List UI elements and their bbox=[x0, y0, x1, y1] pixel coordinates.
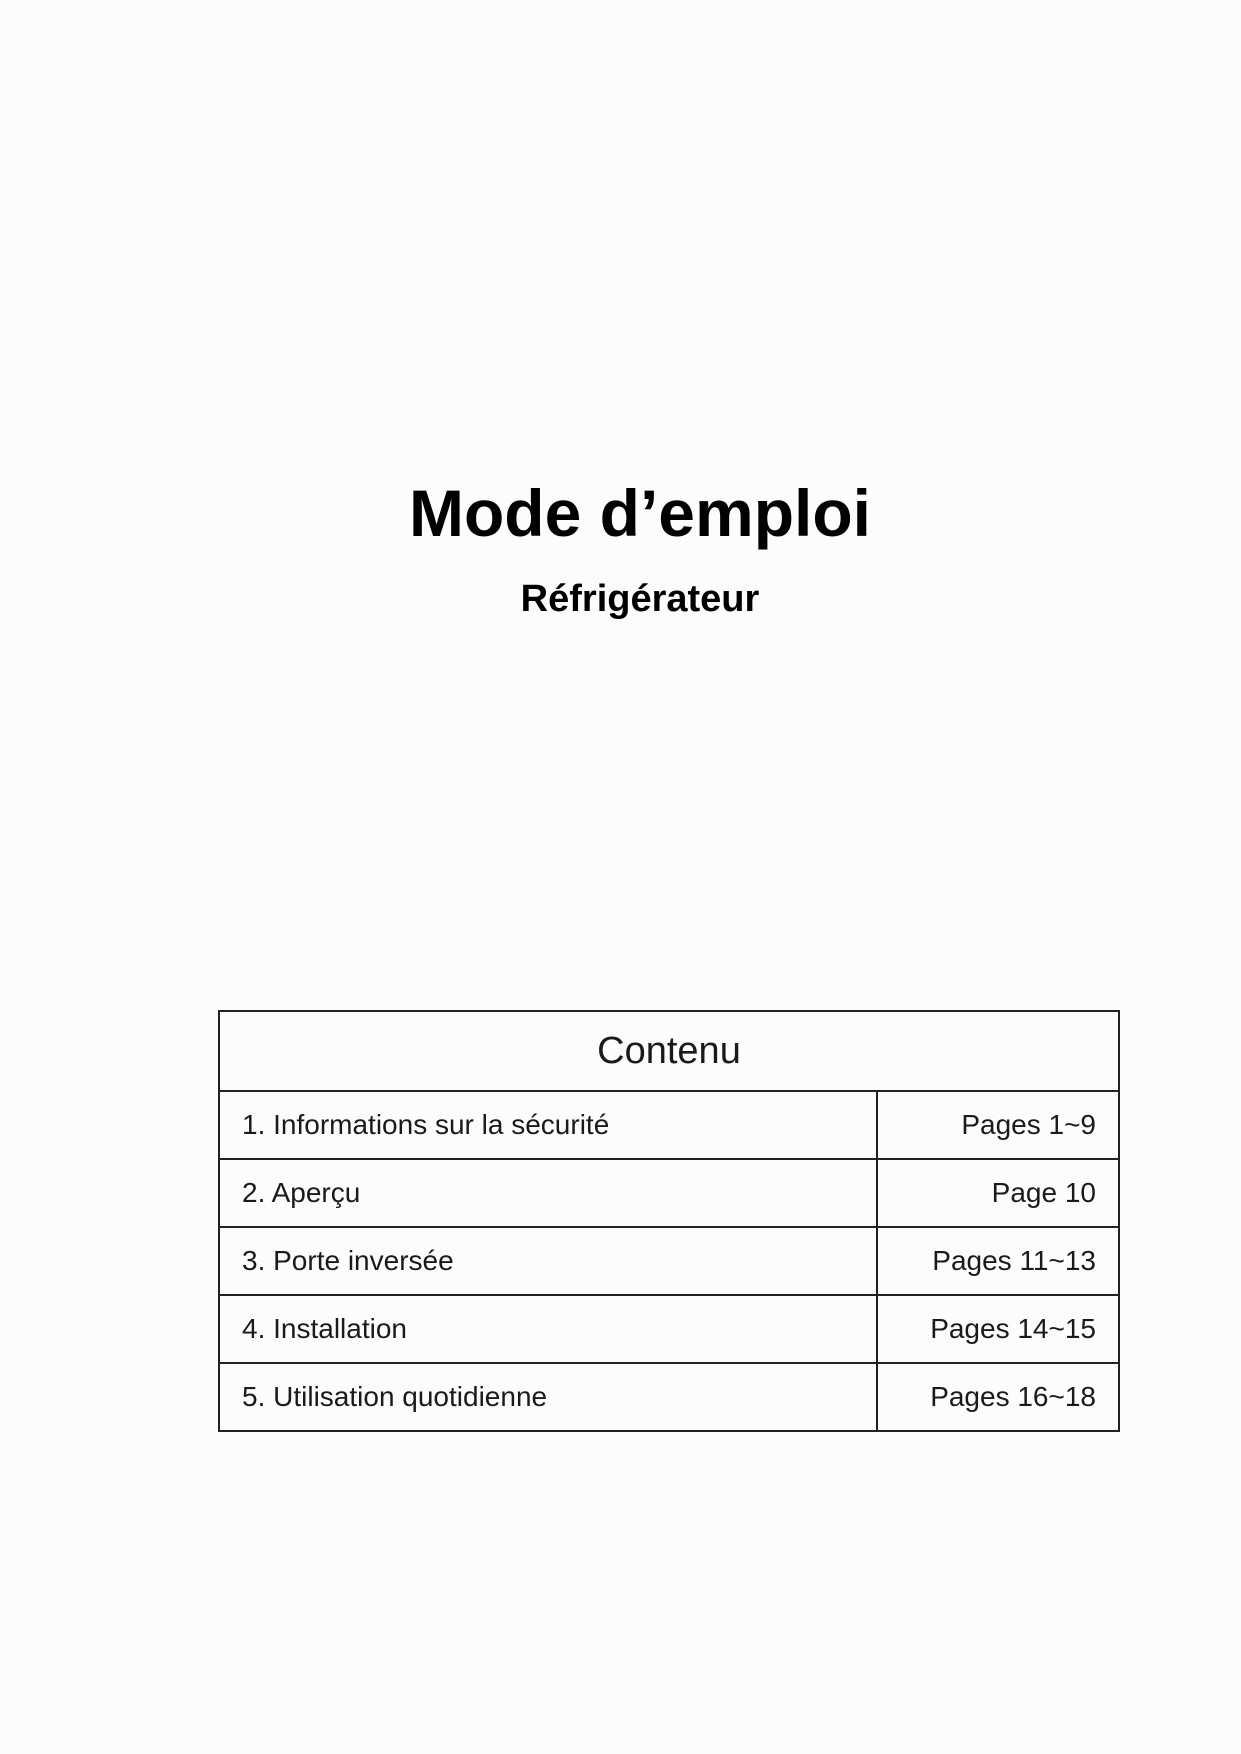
toc-section-title: 5. Utilisation quotidienne bbox=[219, 1363, 877, 1431]
toc-row bbox=[219, 1159, 1119, 1227]
toc-section-title: 2. Aperçu bbox=[219, 1159, 877, 1227]
toc-section-title: 1. Informations sur la sécurité bbox=[219, 1091, 877, 1159]
toc-section-title: 4. Installation bbox=[219, 1295, 877, 1363]
toc-row bbox=[219, 1091, 1119, 1159]
toc-page-range: Pages 14~15 bbox=[877, 1295, 1119, 1363]
document-subtitle: Réfrigérateur bbox=[520, 578, 760, 620]
toc-heading: Contenu bbox=[219, 1011, 1119, 1091]
toc-section-title: 3. Porte inversée bbox=[219, 1227, 877, 1295]
toc-row bbox=[219, 1227, 1119, 1295]
toc-page-range: Pages 16~18 bbox=[877, 1363, 1119, 1431]
toc-header-row bbox=[219, 1011, 1119, 1091]
toc-row bbox=[219, 1363, 1119, 1431]
toc-row bbox=[219, 1295, 1119, 1363]
toc-page-range: Pages 1~9 bbox=[877, 1091, 1119, 1159]
document-title: Mode d’emploi bbox=[409, 476, 871, 550]
table-of-contents bbox=[218, 1010, 1120, 1432]
toc-page-range: Page 10 bbox=[877, 1159, 1119, 1227]
toc-page-range: Pages 11~13 bbox=[877, 1227, 1119, 1295]
